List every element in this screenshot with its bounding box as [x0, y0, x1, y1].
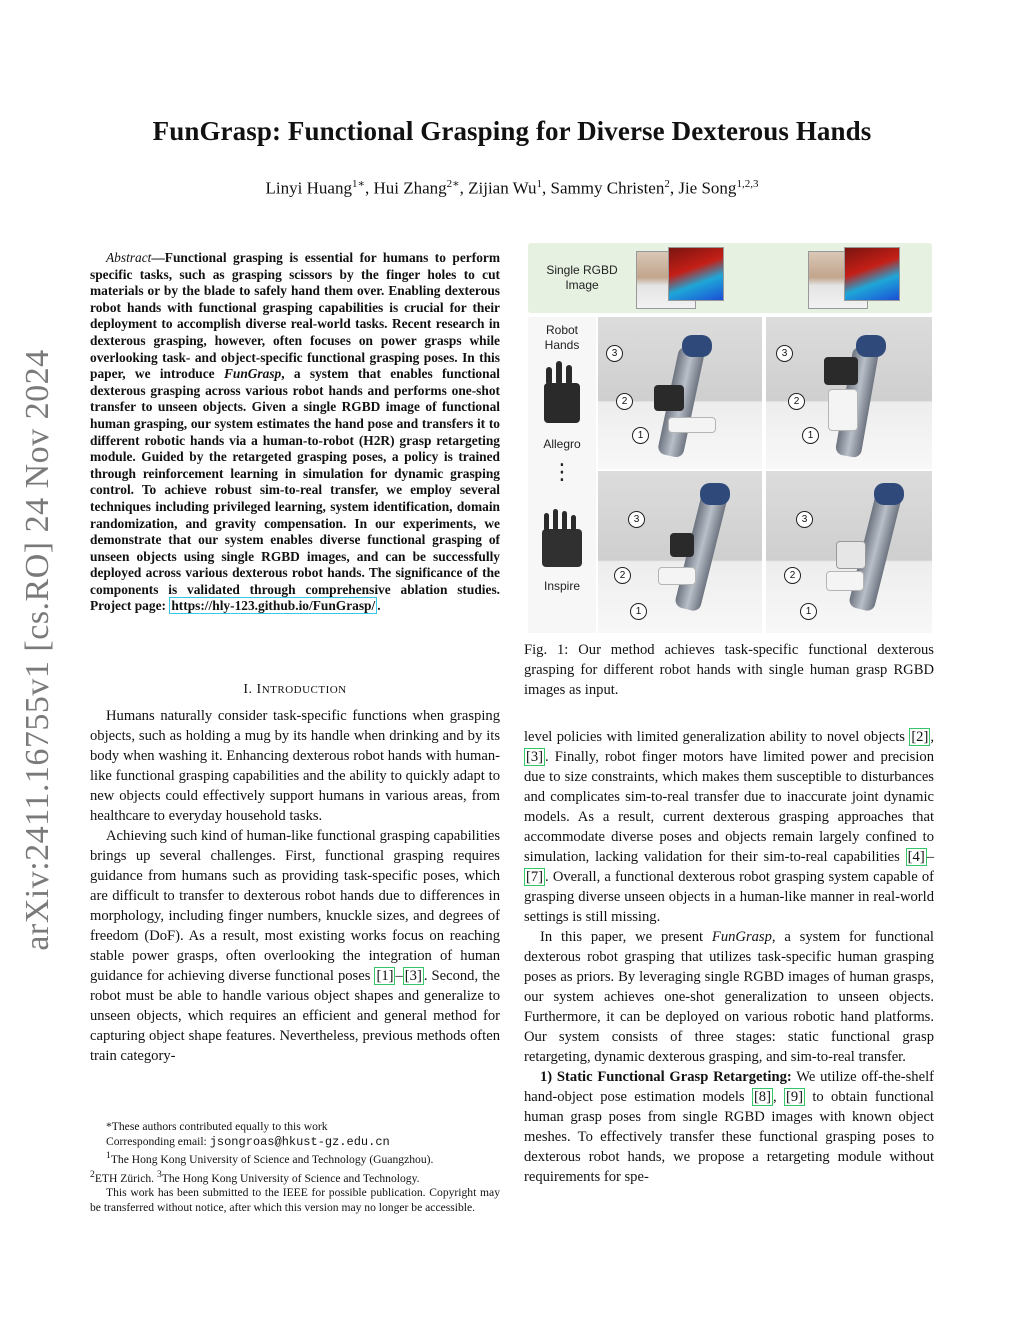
- dash: –: [926, 849, 934, 865]
- allegro-finger: [556, 361, 562, 385]
- abstract-end: .: [377, 598, 381, 614]
- footnotes: [90, 1120, 500, 1215]
- abstract-text: —Functional grasping is essential for humans to perform specific tasks, such as grasping scissors by the finger holes to cut materials or by the blade to safely hand them over. Enabling dexterous robot hands with functional grasping capabilities is crucial for their deployment to accomplish diverse real-world tasks. Recent research in dexterous grasping, however, often focuses on power grasps while overlooking task- and object-specific functional grasping poses. In this paper, we introduce: [90, 250, 500, 382]
- allegro-finger: [566, 365, 572, 385]
- paragraph: [90, 826, 500, 1066]
- robot-joint: [700, 483, 730, 505]
- figure-input-row: [528, 243, 932, 313]
- inspire-label: Inspire: [543, 579, 581, 593]
- citation-link[interactable]: [2]: [911, 729, 929, 745]
- comma: ,: [772, 1089, 784, 1105]
- author-affil: 2: [664, 178, 670, 190]
- section-first-letter: I: [256, 682, 262, 697]
- contact-email[interactable]: jsongroas@hkust-gz.edu.cn: [209, 1134, 390, 1149]
- author-affil: 2∗: [446, 178, 460, 190]
- arxiv-stamp: [18, 340, 58, 960]
- figure-1: [528, 243, 932, 633]
- grasped-object: [668, 417, 716, 433]
- allegro-label: Allegro: [543, 437, 581, 451]
- system-name: FunGrasp: [711, 929, 772, 945]
- inspire-grasp-photo-2: [766, 471, 932, 633]
- paragraph: Humans naturally consider task-specific functions when grasping objects, such as holding a mug by its handle when drinking and by its body when washing it. Enhancing dexterous robot hands with human-like functional grasping capabilities and the ability to quickly adapt to new objects could effectively support humans in various areas, from healthcare to everyday household tasks.: [90, 708, 500, 824]
- input-label: Single RGBD Image: [546, 263, 618, 292]
- depth-image: [668, 247, 724, 301]
- arxiv-id: arXiv:2411.16755v1 [cs.RO] 24 Nov 2024: [19, 349, 56, 951]
- comma: ,: [930, 729, 934, 745]
- author-name: Jie Song: [678, 178, 737, 198]
- paragraph: [524, 1067, 934, 1187]
- allegro-grasp-photo-1: [598, 317, 762, 469]
- dash: –: [395, 968, 403, 984]
- robot-joint: [874, 483, 904, 505]
- paragraph-text: We utilize off-the-shelf hand-object pose estimation models: [524, 1069, 934, 1105]
- stage-marker-1: 1: [630, 603, 647, 620]
- citation-link[interactable]: [7]: [526, 869, 544, 885]
- allegro-grasp-photo-2: [766, 317, 932, 469]
- author-name: Sammy Christen: [550, 178, 665, 198]
- robot-hand: [824, 357, 858, 385]
- stage-marker-2: 2: [614, 567, 631, 584]
- footnote: This work has been submitted to the IEEE for possible publication. Copyright may be transferred without notice, after which this version may no longer be accessible.: [90, 1186, 500, 1214]
- depth-image: [844, 247, 900, 301]
- author-affil: 1,2,3: [736, 178, 759, 190]
- stage-heading: 1) Static Functional Grasp Retargeting:: [540, 1069, 792, 1085]
- citation-link[interactable]: [8]: [753, 1089, 771, 1105]
- section-rest: NTRODUCTION: [261, 684, 347, 696]
- paper-title: FunGrasp: Functional Grasping for Diverse Dexterous Hands: [152, 116, 872, 146]
- inspire-hand-image: [542, 529, 582, 567]
- section-heading-introduction: [90, 682, 500, 698]
- paragraph-text: level policies with limited generalization ability to novel objects: [524, 729, 910, 745]
- citation-link[interactable]: [1]: [376, 968, 394, 984]
- footnote-text: The Hong Kong University of Science and Technology.: [161, 1171, 420, 1185]
- author-affil: 1∗: [351, 178, 365, 190]
- stage-marker-3: 3: [796, 511, 813, 528]
- footnote-sup: 2: [90, 1168, 95, 1180]
- robot-hand: [836, 541, 866, 569]
- section-numeral: I.: [243, 682, 257, 697]
- robot-joint: [856, 335, 886, 357]
- footnote-sup: 1: [106, 1150, 111, 1162]
- paragraph-text: In this paper, we present: [540, 929, 712, 945]
- stage-marker-1: 1: [802, 427, 819, 444]
- abstract-text: , a system that enables functional dexterous grasping across various robot hands and performs one-shot transfer to unseen objects. Given a single RGBD image of functional human grasping, our system estimates the hand pose and transfers it to different robotic hands via a human-to-robot (H2R) grasp retargeting module. Guided by the retargeted grasping poses, a policy is trained through reinforcement learning in simulation for dynamic grasping control. To achieve robust sim-to-real transfer, we employ several techniques including privileged learning, system identification, domain randomization, and gravity compensation. In our experiments, we demonstrate that our system enables diverse functional grasping of unseen objects using single RGBD images, and can be successfully deployed across various dexterous robot hands. The significance of the components is validated through comprehensive ablation studies. Project page:: [90, 366, 500, 614]
- stage-marker-2: 2: [616, 393, 633, 410]
- footnote-text: The Hong Kong University of Science and Technology (Guangzhou).: [110, 1153, 434, 1167]
- grasped-object: [658, 567, 696, 585]
- robot-joint: [682, 335, 712, 357]
- robot-hand: [654, 385, 684, 411]
- stage-marker-2: 2: [784, 567, 801, 584]
- allegro-finger: [546, 367, 552, 385]
- project-page-link[interactable]: https://hly-123.github.io/FunGrasp/: [171, 598, 376, 614]
- robot-hands-label: Robot Hands: [544, 323, 580, 352]
- footnote-label: Corresponding email:: [106, 1134, 210, 1148]
- inspire-finger: [571, 515, 576, 531]
- footnote-text: ETH Zürich.: [94, 1171, 157, 1185]
- stage-marker-3: 3: [606, 345, 623, 362]
- citation-link[interactable]: [9]: [785, 1089, 803, 1105]
- citation-link[interactable]: [3]: [404, 968, 422, 984]
- footnote: [90, 1149, 500, 1167]
- stage-marker-3: 3: [628, 511, 645, 528]
- intro-right-column: [524, 727, 934, 1187]
- robot-hand: [670, 533, 694, 557]
- paragraph: [524, 727, 934, 927]
- paragraph-text: . Finally, robot finger motors have limited power and precision due to size constraints, which makes them susceptible to disturbances and complicates sim-to-real transfer due to inaccurate joint dynamic models. As a result, current dexterous grasping approaches that accommodate diverse poses and objects remain largely confined to simulation, lacking validation for their sim-to-real capabilities: [524, 749, 934, 865]
- paragraph-text: . Second, the robot must be able to handle various object shapes and generalize to unseen objects, which requires an efficient and general method for capturing object shape features. Nevertheless, previous methods often train category-: [90, 968, 500, 1064]
- paragraph: [524, 927, 934, 1067]
- paragraph-text: , a system for functional dexterous robot grasping that utilizes task-specific human grasping poses as priors. By leveraging single RGBD images of human grasps, our system achieves one-shot generalization to unseen objects. Furthermore, it can be deployed on various robotic hand platforms. Our system consists of three stages: static functional grasp retargeting, dynamic dexterous grasping, and sim-to-real transfer.: [524, 929, 934, 1065]
- footnote-sup: 3: [156, 1168, 162, 1180]
- stage-marker-1: 1: [632, 427, 649, 444]
- citation-link[interactable]: [4]: [907, 849, 925, 865]
- figure-caption: Fig. 1: Our method achieves task-specific functional dexterous grasping for different robot hands with single human grasp RGBD images as input.: [524, 642, 934, 698]
- inspire-grasp-photo-1: [598, 471, 762, 633]
- intro-left-column: [90, 706, 500, 1066]
- grasped-object: [828, 389, 858, 431]
- robot-hands-column: [528, 317, 596, 633]
- author-name: Hui Zhang: [373, 178, 447, 198]
- footnote: [90, 1135, 500, 1150]
- abstract: [90, 250, 500, 615]
- author-name: Linyi Huang: [265, 178, 352, 198]
- citation-link[interactable]: [3]: [526, 749, 544, 765]
- stage-marker-3: 3: [776, 345, 793, 362]
- grasped-object: [826, 571, 864, 591]
- paragraph-text: Achieving such kind of human-like functional grasping capabilities brings up several challenges. First, functional grasping requires guidance from humans such as providing task-specific poses, which are difficult to transfer to dexterous robot hands due to differences in morphology, including finger numbers, knuckle sizes, and degrees of freedom (DoF). As a result, most existing works focus on reaching stable power grasps, often overlooking the integration of human guidance for achieving diverse functional poses: [90, 828, 500, 984]
- author-affil: 1: [536, 178, 543, 190]
- author-name: Zijian Wu: [468, 178, 537, 198]
- system-name: FunGrasp: [223, 366, 282, 382]
- stage-marker-1: 1: [800, 603, 817, 620]
- more-hands-dots: ⋮: [551, 460, 573, 485]
- abstract-label: Abstract: [106, 250, 152, 265]
- footnote: [90, 1168, 500, 1186]
- paragraph-text: . Overall, a functional dexterous robot grasping system capable of grasping diverse unseen objects in a human-like manner in real-world settings is still missing.: [524, 869, 934, 925]
- author-list: Linyi Huang$^{1∗}$, Hui Zhang$^{2∗}$, Zijian Wu$^1$, Sammy Christen$^2$, Jie Song$^{1,2,3}$: [265, 178, 759, 198]
- paragraph-text: to obtain functional human grasp poses from single RGBD images with known object meshes. To effectively transfer these functional grasping poses to dexterous robot hands, we propose a retargeting module without requirements for spe-: [524, 1089, 934, 1185]
- inspire-finger: [544, 513, 549, 531]
- stage-marker-2: 2: [788, 393, 805, 410]
- inspire-finger: [562, 511, 567, 531]
- allegro-hand-image: [544, 383, 580, 423]
- inspire-finger: [553, 509, 558, 531]
- footnote: *These authors contributed equally to this work: [106, 1120, 328, 1133]
